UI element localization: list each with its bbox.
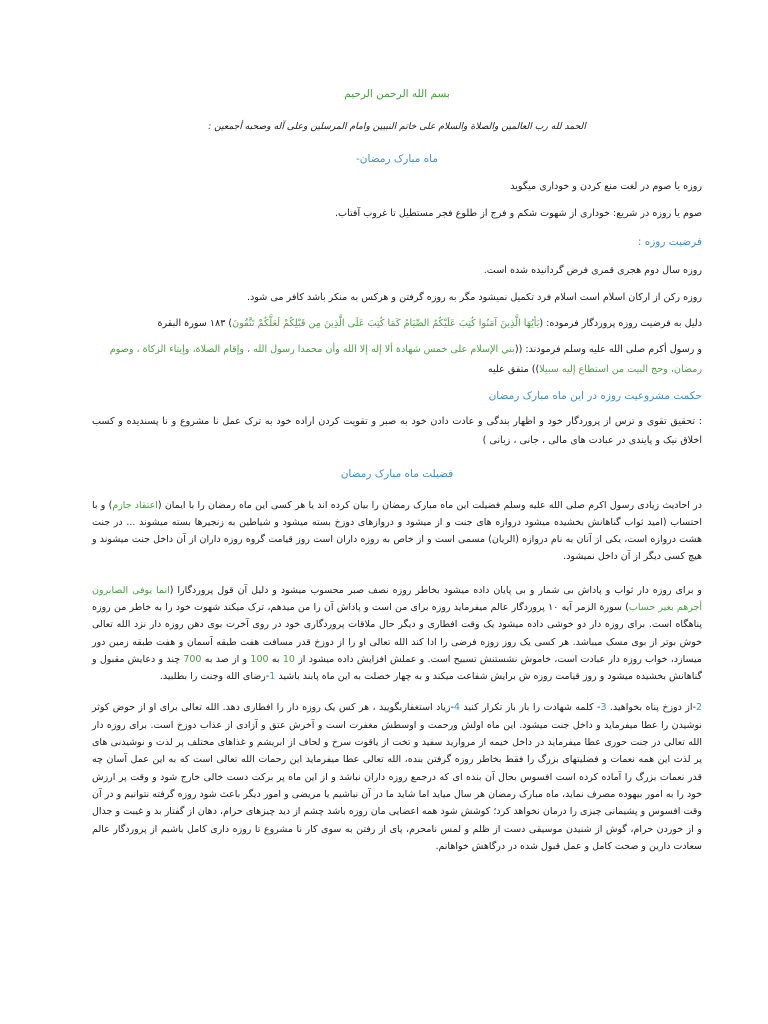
section-heading-obligation: فرضیت روزه : bbox=[637, 236, 702, 248]
virtues-p2-word-to-2: و از صد به bbox=[204, 653, 248, 665]
virtues-p1-text-b: ) و با احتساب (امید ثواب گناهانش بخشیده میشود دروازه های جنت و از میشود و دروازهای دوزخ بسته میشود و شیاطین به زنجیرها بسته میشوند ... در جنت هشت دروازه است، یکی از آنان به نام دروازه (الریان) مسمی است و از خاص به روزه داران است روز قیامت گروه روزه داران از آن داخل جنت میشوند و هیچ کسی دیگر از آن داخل نمیشود. bbox=[92, 499, 702, 563]
section-heading-virtues: فضیلت ماه مبارک رمضان bbox=[340, 467, 454, 480]
obligation-paragraph-2: روزه رکن از ارکان اسلام است اسلام فرد تکمیل نمیشود مگر به روزه گرفتن و هرکس به منکر باشد کافر می شود. bbox=[246, 291, 702, 303]
wisdom-paragraph: : تحقیق تقوی و ترس از پروردگار خود و اظهار بندگی و عادت دادن خود به صبر و تقویت کردن اراده خود به ترک عمل نا مشروع و نا پسندیده و کسب اخلاق نیک و پایندی در عبادت های مالی ، جانی ، زبانی ) bbox=[92, 415, 702, 446]
number-4: 4 bbox=[453, 702, 460, 714]
number-10: 10 bbox=[282, 653, 295, 665]
virtues-p2-text-a: و برای روزه دار ثواب و پاداش بی شمار و بی پایان داده میشود بخاطر روزه نصف صبر محسوب میشود و دلیل آن قول پروردگارا ( bbox=[169, 584, 703, 596]
hadith-text: بني الإسلام على خمس شهادة ألا إله إلا الله وأن محمدا رسول الله ، وإقام الصلاة، وإيتاء الزكاة ، وصوم رمضان، وحج البيت من استطاع إليه سبيلا bbox=[109, 343, 702, 375]
quran-citation bbox=[92, 315, 702, 334]
intro-paragraph-1: روزه یا صوم در لغت منع کردن و خوداری میگوید bbox=[510, 181, 702, 192]
virtues-p1-highlight: اعتقاد جازم bbox=[112, 499, 158, 511]
virtues-paragraph-3 bbox=[92, 699, 702, 855]
number-700: 700 bbox=[183, 653, 202, 665]
hadith-lead: و رسول أکرم صلی الله علیه وسلم فرمودند: (( bbox=[514, 343, 702, 355]
virtues-p1-text-a: در احادیث زیادی رسول اکرم صلی الله علیه وسلم فضیلت این ماه مبارک رمضان را بیان کرده اند یا هر کسی این ماه رمضان را با ایمان ( bbox=[157, 499, 702, 511]
section-heading-wisdom: حکمت مشروعیت روزه در این ماه مبارک رمضان bbox=[488, 389, 702, 402]
virtues-p3-text-c: -زیاد استغفاربگویید ، هر کس یک روزه دار را افطاری دهد. الله تعالی برای او از حوض کوثر نوشیدن را عطا میفرماید و داخل جنت میشود. این ماه اولش ورحمت و اوسطش مغفرت است و آخرش عتق و آزادی از عذاب دوزخ است. برای روزه دار الله تعالی در جنت حوری عطا میفرماید در داخل خیمه از مروارید سفید و تخت از یاقوت سرخ و لحاف از ابریشم و غذاهای مختلف پر لذت و نوشیدنی های پر لذت این همه نعمات و فضلیتهای بزرگ را فقط بخاطر روزه گرفتن بنده، الله تعالی عطا میفرماید این رحمات الله تعالی است که به این عمل آسان چه قدر نعمات بزرگ را آماده کرده است افسوس بحال آن بنده ای که درجمع روزه داران نباشد و از این ماه پر برکت دست خالی خارج شود و وقت پر ارزش خود را به امور بیهوده مصرف نماید، ماه مبارک رمضان هر سال میاید اما شاید ما در آن نباشیم یا مریضی و امور دیگر باعث شود روزه گرفته نتوانیم و در آن وقت افسوس و پشیمانی چیزی را درمان نخواهد کرد؛ کوشش شود همه اعضایی مان روزه باشد چشم از دید چیزهای حرام، دهان از گفتار بد و غیبت و جدال و از خوردن حرام، گوش از شنیدن موسیقی دست از ظلم و لمس نامحرم، پای از رفتن به سوی کار نا مشروع تا روزه داری کامل باشیم از پروردگار عالم سعادت دارین و صحت کامل و عمل قبول شده در درگاهش خواهانم. bbox=[92, 702, 702, 852]
obligation-paragraph-1: روزه سال دوم هجری قمری فرض گردانیده شده است. bbox=[483, 265, 702, 276]
virtues-p2-word-to: به bbox=[271, 653, 280, 665]
quran-lead: دلیل به فرضیت روزه پروردگار فرموده: ( bbox=[539, 318, 702, 329]
virtues-p2-text-c: چند و دعایش مقبول و گناهانش بخشیده میشود و روز قیامت روزه ش برایش شفاعت میکند و به چهار خصلت به این ماه پابند باشید bbox=[92, 653, 702, 683]
virtues-paragraph-1 bbox=[92, 497, 702, 566]
page-title: ماه مبارک رمضان- bbox=[356, 153, 438, 165]
number-1: 1 bbox=[269, 671, 276, 683]
intro-paragraph-2: صوم یا روزه در شریع: خوداری از شهوت شکم و فرج از طلوع فجر مستطیل تا غروب آفتاب. bbox=[335, 207, 702, 219]
virtues-p2-text-d: -رضای الله وجنت را بطلبید. bbox=[159, 671, 270, 683]
virtues-paragraph-2 bbox=[92, 582, 702, 686]
hadith-citation bbox=[92, 340, 702, 380]
virtues-p3-text-a: -از دوزخ پناه بخواهید. bbox=[609, 702, 696, 714]
quran-reference: ) ۱۸۳ سورة البقرة bbox=[157, 318, 233, 329]
virtues-p2-text-b: ) سورة الزمر آیه ۱۰ پروردگار عالم میفرماید روزه برای من است و پاداش آن را من میدهم، ترک میکند شهوت خود را به خاطر من روزه پناهگاه است. برای روزه دار دو خوشی داده میشود یک وقت افطاری و دیگر حال ملاقات پروردگاری خود در روی آخرت بوی دهن روزه دار نزد الله تعالی خوش بوتر از بوی مسک میباشد. هر کسی یک روز روزه فرضی را ادا کند الله تعالی او را از دوزخ قدر مسافت هفت طبقه آسمان و هفت طبقه زمین دور میسازد، خواب روزه دار عبادت است، خاموش نشستنش تسبیح است. و عملش افزایش داده میشود از bbox=[92, 601, 702, 665]
number-3: 3 bbox=[600, 702, 607, 714]
number-100: 100 bbox=[250, 653, 269, 665]
basmala: بسم الله الرحمن الرحیم bbox=[344, 88, 450, 100]
virtues-p3-text-b: - کلمه شهادت را بار بار تکرار کنید bbox=[463, 702, 601, 714]
number-2: 2 bbox=[695, 702, 702, 714]
quran-verse: يَأيُهَا الَّذِينَ آمَنُوا كُتِبَ عَلَيْكُمُ الصِّيَامُ كَمَا كُتِبَ عَلَى الَّذِينَ مِن قَبْلِكُمْ لَعَلَّكُمْ تَتَّقُونَ bbox=[232, 318, 540, 329]
virtues-p2-highlight: انما یوفی الصابرون أجرهم بغیر حساب bbox=[92, 584, 702, 613]
hadith-reference: )) متفق علیه bbox=[487, 363, 540, 375]
document-page bbox=[92, 82, 702, 855]
praise-line: الحمد لله رب العالمین والصلاة والسلام علی خاتم النبیین وامام المرسلین وعلی آله وصحبه أجمعین : bbox=[208, 121, 586, 132]
